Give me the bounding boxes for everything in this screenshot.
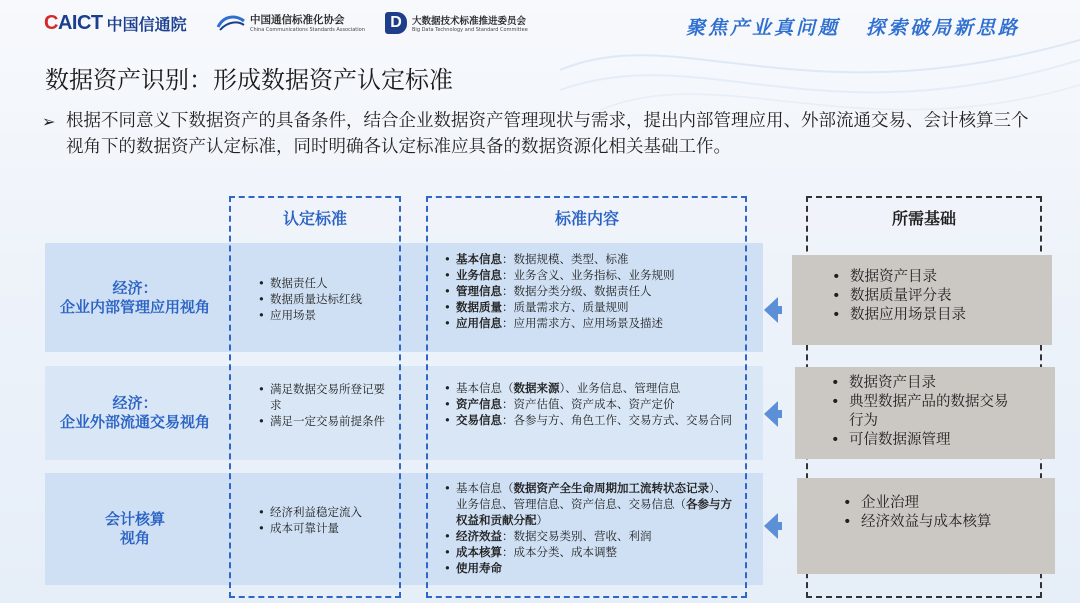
bdc-name-en: Big Data Technology and Standard Committee: [412, 27, 528, 33]
row-label-line-2: 企业内部管理应用视角: [59, 297, 210, 316]
row-label-external: [45, 366, 225, 460]
column-header-foundation: 所需基础: [891, 209, 956, 228]
criteria-item: • 成本可靠计量: [258, 520, 388, 536]
criteria-item: • 满足数据交易所登记要求: [258, 381, 386, 413]
criteria-item: • 经济利益稳定流入: [258, 504, 388, 520]
content-item: [444, 528, 736, 544]
foundation-item: • 企业治理: [831, 494, 1011, 513]
criteria-item: • 数据质量达标红线: [258, 291, 388, 307]
content-key: 数据质量: [456, 300, 502, 314]
slogan-part-2: 探索破局新思路: [865, 17, 1020, 39]
page-title: 数据资产识别：形成数据资产认定标准: [45, 66, 453, 94]
foundation-item: • 数据质量评分表: [820, 287, 1052, 306]
foundation-box-accounting: [797, 478, 1055, 574]
content-value-2: ）: [536, 513, 548, 527]
content-item: [444, 251, 740, 267]
foundation-item: • 可信数据源管理: [819, 431, 1019, 450]
row-label-accounting: [45, 473, 225, 585]
row-label-internal: [45, 243, 225, 352]
intro-paragraph: [40, 108, 1040, 160]
content-key: 使用寿命: [456, 561, 502, 575]
content-value: ：成本分类、成本调整: [502, 545, 617, 559]
criteria-item: • 数据责任人: [258, 275, 388, 291]
bdc-d-icon: D: [385, 12, 407, 34]
row-label-line-2: 企业外部流通交易视角: [59, 413, 210, 431]
caict-logo-cn: 中国信通院: [106, 15, 187, 34]
slogan-part-1: 聚焦产业真问题: [685, 17, 840, 39]
left-arrow-icon: [764, 513, 778, 539]
content-key: 资产信息: [456, 397, 502, 411]
content-value: ：数据分类分级、数据责任人: [502, 284, 652, 298]
left-arrow-icon: [764, 401, 778, 427]
content-list-external: [444, 380, 736, 428]
foundation-box-internal: [792, 255, 1052, 345]
ccsa-name-en: China Communications Standards Association: [250, 27, 365, 33]
left-arrow-icon: [764, 297, 778, 323]
content-item: [444, 544, 736, 560]
slogan: [686, 13, 1020, 40]
column-header-criteria: 认定标准: [282, 209, 347, 228]
foundation-item: • 经济效益与成本核算: [831, 513, 1011, 532]
content-list-internal: [444, 251, 740, 331]
content-item: [444, 380, 736, 396]
ccsa-name-cn: 中国通信标准化协会: [250, 14, 345, 26]
criteria-item: • 应用场景: [258, 307, 388, 323]
criteria-item: • 满足一定交易前提条件: [258, 413, 386, 429]
content-item: [444, 396, 736, 412]
criteria-list-internal: [258, 275, 388, 323]
content-key: 数据资产全生命周期加工流转状态记录: [513, 481, 709, 495]
bdc-name-cn: 大数据技术标准推进委员会: [412, 16, 527, 27]
content-item: [444, 299, 740, 315]
content-value: ：应用需求方、应用场景及描述: [502, 316, 663, 330]
content-value: ：业务含义、业务指标、业务规则: [502, 268, 675, 282]
criteria-list-accounting: [258, 504, 388, 536]
content-key: 应用信息: [456, 316, 502, 330]
intro-text: 根据不同意义下数据资产的具备条件，结合企业数据资产管理现状与需求，提出内部管理应用、外部流通交易、会计核算三个视角下的数据资产认定标准，同时明确各认定标准应具备的数据资源化相关基础工作。: [66, 111, 1029, 157]
bullet-arrow-icon: ➢: [42, 112, 56, 131]
caict-logo-mark: CAICT: [44, 12, 103, 34]
content-key: 交易信息: [456, 413, 502, 427]
content-item: [444, 480, 736, 528]
header: [0, 0, 1080, 52]
content-value: ）、业务信息、管理信息、资产信息、交易信息（: [456, 481, 727, 511]
content-value: ：资产估值、资产成本、资产定价: [502, 397, 675, 411]
content-key: 业务信息: [456, 268, 502, 282]
bdc-logo: [385, 12, 528, 34]
row-label-line-1: 经济：: [112, 278, 158, 297]
content-key: 成本核算: [456, 545, 502, 559]
foundation-item: • 数据资产目录: [819, 374, 1019, 393]
foundation-item: • 数据应用场景目录: [820, 306, 1052, 325]
content-value: ）、业务信息、管理信息: [559, 381, 681, 395]
row-label-line-1: 会计核算: [104, 510, 165, 528]
ccsa-swoosh-icon: [216, 13, 246, 33]
content-item: [444, 560, 736, 576]
criteria-list-external: [258, 381, 386, 429]
content-prefix: 基本信息（: [456, 381, 514, 395]
content-value: ：质量需求方、质量规则: [502, 300, 629, 314]
column-header-content: 标准内容: [554, 209, 619, 228]
caict-logo: [44, 12, 187, 35]
content-key: 经济效益: [456, 529, 502, 543]
row-label-line-1: 经济：: [112, 394, 158, 412]
content-key: 管理信息: [456, 284, 502, 298]
ccsa-logo: [216, 12, 365, 33]
content-prefix: 基本信息（: [456, 481, 514, 495]
content-item: [444, 315, 740, 331]
content-key: 数据来源: [513, 381, 560, 395]
content-key: 基本信息: [456, 252, 502, 266]
content-key-2: 各参与方权益和贡献分配: [456, 497, 732, 527]
content-list-accounting: [444, 480, 736, 576]
row-label-line-2: 视角: [119, 529, 150, 547]
content-value: ：数据规模、类型、标准: [502, 252, 629, 266]
foundation-item: • 典型数据产品的数据交易行为: [819, 393, 1019, 431]
content-item: [444, 283, 740, 299]
foundation-item: • 数据资产目录: [820, 268, 1052, 287]
foundation-box-external: [795, 367, 1055, 459]
content-item: [444, 412, 736, 428]
content-value: ：各参与方、角色工作、交易方式、交易合同: [502, 413, 732, 427]
content-item: [444, 267, 740, 283]
content-value: ：数据交易类别、营收、利润: [502, 529, 652, 543]
